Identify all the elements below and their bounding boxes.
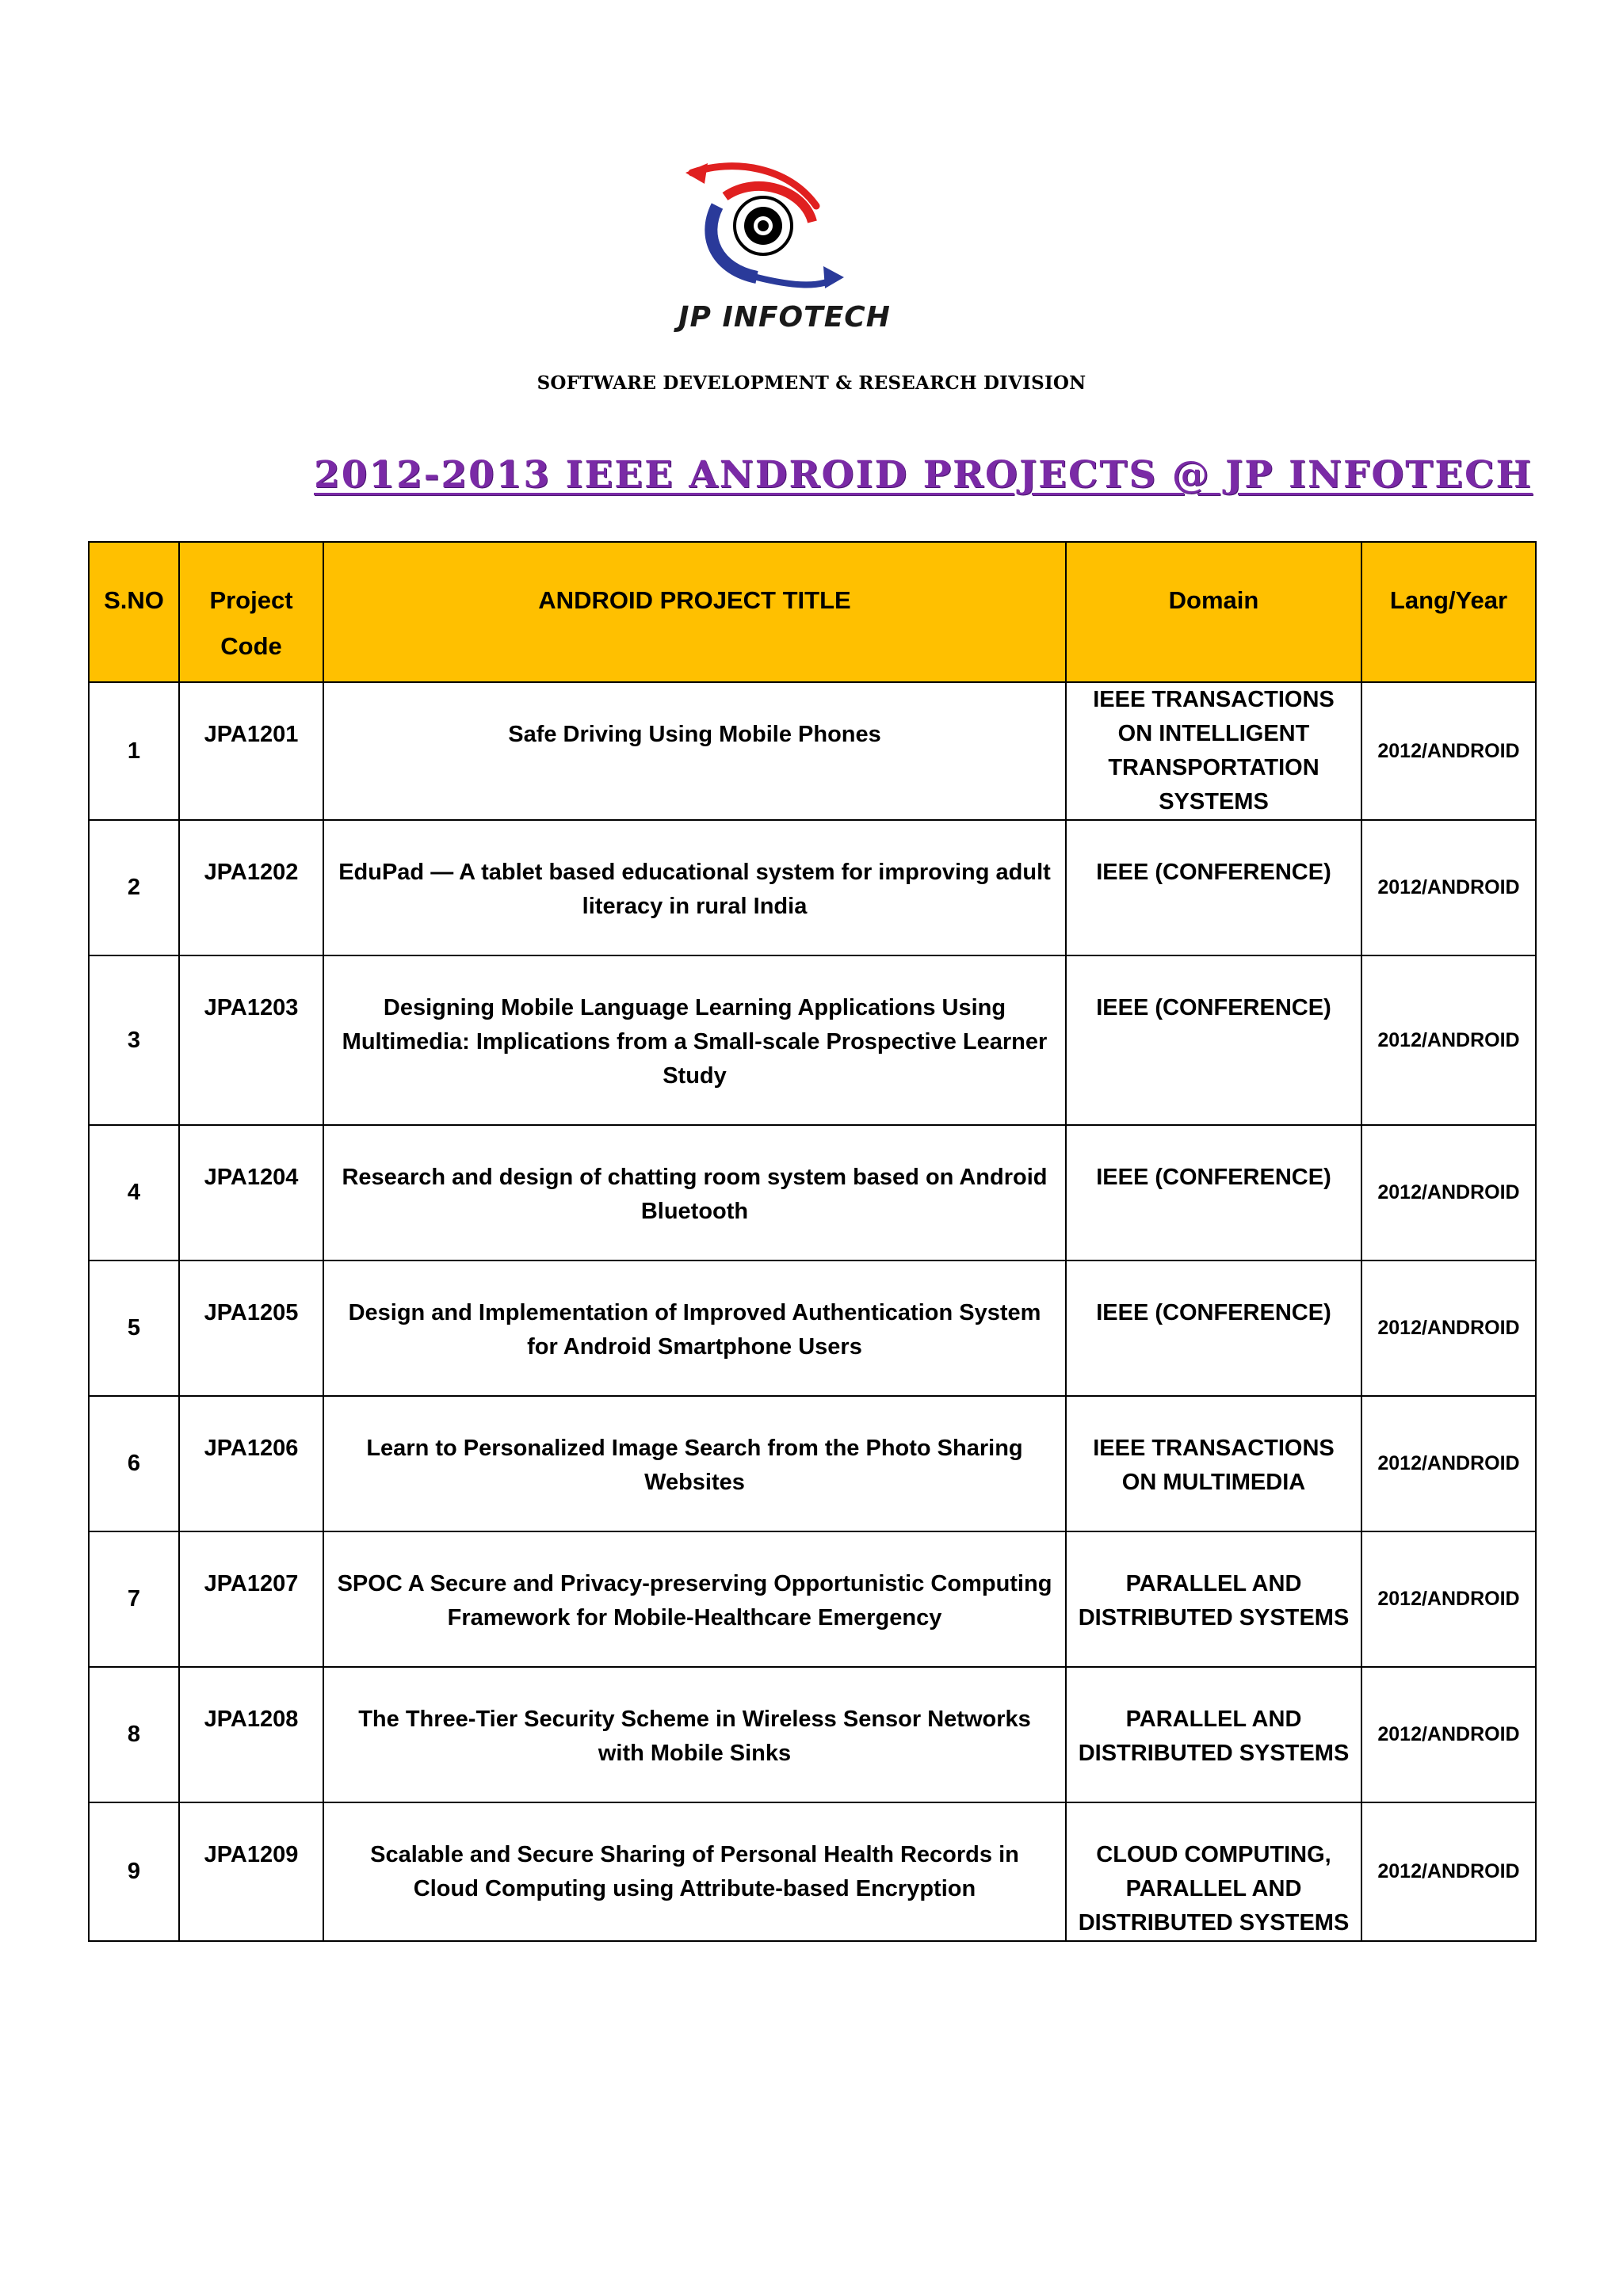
row-lang-year: 2012/ANDROID <box>1361 820 1536 955</box>
projects-table <box>88 541 1537 1942</box>
table-header-row <box>89 542 1536 682</box>
row-lang-year: 2012/ANDROID <box>1361 1667 1536 1802</box>
column-header-title: ANDROID PROJECT TITLE <box>323 542 1066 682</box>
row-lang-year: 2012/ANDROID <box>1361 1531 1536 1667</box>
table-row <box>89 1261 1536 1396</box>
row-sno: 2 <box>89 820 179 955</box>
row-title: The Three-Tier Security Scheme in Wireless Sensor Networks with Mobile Sinks <box>323 1667 1066 1802</box>
row-title: Research and design of chatting room system based on Android Bluetooth <box>323 1125 1066 1261</box>
row-lang-year: 2012/ANDROID <box>1361 682 1536 820</box>
row-title: Learn to Personalized Image Search from the Photo Sharing Websites <box>323 1396 1066 1531</box>
row-lang-year: 2012/ANDROID <box>1361 955 1536 1125</box>
document-title: 2012-2013 IEEE ANDROID PROJECTS @ JP INFOTECH <box>314 453 1533 497</box>
table-row <box>89 1531 1536 1667</box>
row-project-code: JPA1208 <box>179 1667 323 1802</box>
row-project-code: JPA1201 <box>179 682 323 820</box>
row-sno: 7 <box>89 1531 179 1667</box>
table-row <box>89 1802 1536 1941</box>
row-domain: IEEE (CONFERENCE) <box>1066 820 1361 955</box>
logo-text: JP INFOTECH <box>678 301 891 334</box>
column-header-domain: Domain <box>1066 542 1361 682</box>
row-domain: IEEE (CONFERENCE) <box>1066 1261 1361 1396</box>
division-subtitle: SOFTWARE DEVELOPMENT & RESEARCH DIVISION <box>537 372 1086 394</box>
row-domain: PARALLEL AND DISTRIBUTED SYSTEMS <box>1066 1531 1361 1667</box>
row-sno: 5 <box>89 1261 179 1396</box>
row-project-code: JPA1202 <box>179 820 323 955</box>
row-sno: 1 <box>89 682 179 820</box>
row-title: Safe Driving Using Mobile Phones <box>323 682 1066 820</box>
column-header-project-code: Project Code <box>179 542 323 682</box>
table-row <box>89 1667 1536 1802</box>
row-project-code: JPA1206 <box>179 1396 323 1531</box>
table-row <box>89 820 1536 955</box>
column-header-lang-year: Lang/Year <box>1361 542 1536 682</box>
row-title: Scalable and Secure Sharing of Personal Health Records in Cloud Computing using Attribute-based Encryption <box>323 1802 1066 1941</box>
row-sno: 4 <box>89 1125 179 1261</box>
table-row <box>89 1396 1536 1531</box>
row-lang-year: 2012/ANDROID <box>1361 1261 1536 1396</box>
row-domain: PARALLEL AND DISTRIBUTED SYSTEMS <box>1066 1667 1361 1802</box>
table-row <box>89 1125 1536 1261</box>
row-project-code: JPA1205 <box>179 1261 323 1396</box>
company-logo <box>670 158 899 341</box>
row-domain: IEEE TRANSACTIONS ON MULTIMEDIA <box>1066 1396 1361 1531</box>
row-title: SPOC A Secure and Privacy-preserving Opportunistic Computing Framework for Mobile-Healthcare Emergency <box>323 1531 1066 1667</box>
row-domain: CLOUD COMPUTING, PARALLEL AND DISTRIBUTED SYSTEMS <box>1066 1802 1361 1941</box>
row-domain: IEEE (CONFERENCE) <box>1066 1125 1361 1261</box>
row-lang-year: 2012/ANDROID <box>1361 1802 1536 1941</box>
row-lang-year: 2012/ANDROID <box>1361 1125 1536 1261</box>
row-project-code: JPA1204 <box>179 1125 323 1261</box>
row-sno: 9 <box>89 1802 179 1941</box>
row-project-code: JPA1207 <box>179 1531 323 1667</box>
row-title: Design and Implementation of Improved Authentication System for Android Smartphone Users <box>323 1261 1066 1396</box>
table-row <box>89 955 1536 1125</box>
row-project-code: JPA1209 <box>179 1802 323 1941</box>
table-row <box>89 682 1536 820</box>
row-domain: IEEE TRANSACTIONS ON INTELLIGENT TRANSPORTATION SYSTEMS <box>1066 682 1361 820</box>
column-header-sno: S.NO <box>89 542 179 682</box>
row-sno: 6 <box>89 1396 179 1531</box>
row-project-code: JPA1203 <box>179 955 323 1125</box>
row-sno: 8 <box>89 1667 179 1802</box>
row-lang-year: 2012/ANDROID <box>1361 1396 1536 1531</box>
row-domain: IEEE (CONFERENCE) <box>1066 955 1361 1125</box>
row-title: EduPad — A tablet based educational system for improving adult literacy in rural India <box>323 820 1066 955</box>
row-sno: 3 <box>89 955 179 1125</box>
row-title: Designing Mobile Language Learning Applications Using Multimedia: Implications from a Small-scale Prospective Learner Study <box>323 955 1066 1125</box>
